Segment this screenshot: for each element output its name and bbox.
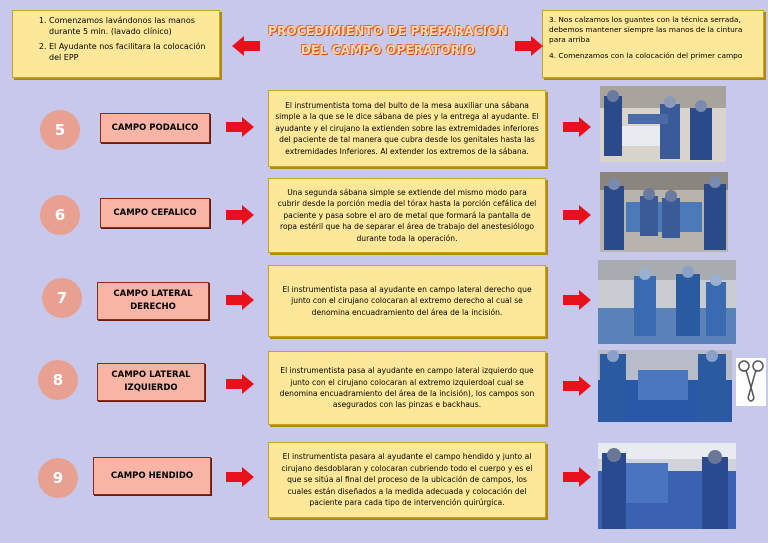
arrow-left-icon	[232, 36, 260, 56]
step-description-5	[268, 90, 546, 167]
step-description-9	[268, 442, 546, 518]
step-label-campo-lateral-izquierdo: CAMPO LATERAL IZQUIERDO	[97, 363, 205, 401]
step-description-text: El instrumentista pasa al ayudante en campo lateral izquierdo que junto con el cirujano colocaran al extremo izquierdoal cual se denomina encuadramiento del área de la incisión), los campos son asegurados con las pinzas e backhaus.	[279, 366, 535, 410]
arrow-right-icon	[563, 376, 591, 396]
step-number-7: 7	[42, 278, 82, 318]
arrow-right-icon	[563, 290, 591, 310]
title-line-1: PROCEDIMIENTO DE PREPARACION	[267, 24, 509, 38]
step-description-6	[268, 178, 546, 253]
arrow-right-icon	[563, 205, 591, 225]
arrow-right-icon	[226, 290, 254, 310]
step-description-7	[268, 265, 546, 337]
step-description-text: El instrumentista toma del bulto de la mesa auxiliar una sábana simple a la que se le dice sábana de pies y la entrega al ayudante. El ayudante y el cirujano la extienden sobre las extremidades inferiores del paciente de tal manera que cubra desde los genitales hasta las extremidades Inferiores. Al extender los extremos de la sábana.	[275, 100, 539, 156]
surgery-photo-8	[598, 350, 732, 422]
arrow-right-icon	[226, 205, 254, 225]
surgery-photo-5	[600, 86, 726, 162]
backhaus-clamp-icon	[736, 358, 766, 406]
surgery-photo-6	[600, 172, 728, 252]
surgery-photo-7	[598, 260, 736, 344]
intro-step-3: 3. Nos calzamos los guantes con la técnica serrada, debemos mantener siempre las manos de la cintura para arriba	[549, 15, 743, 44]
page-title	[262, 22, 514, 60]
arrow-right-icon	[226, 467, 254, 487]
step-description-text: Una segunda sábana simple se extiende del mismo modo para cubrir desde la porción media del tórax hasta la porción cefálica del paciente y pasa sobre el aro de metal que formará la pantalla de ropa estéril que ha de separar el área de trabajo del anestesiólogo durante toda la operación.	[277, 187, 537, 243]
step-label-campo-cefalico: CAMPO CEFALICO	[100, 198, 210, 228]
step-description-8	[268, 351, 546, 425]
intro-step-1: 1. Comenzamos lavándonos las manos durante 5 min. (lavado clínico)	[49, 15, 213, 37]
step-label-campo-hendido: CAMPO HENDIDO	[93, 457, 211, 495]
intro-steps-box	[12, 10, 220, 78]
step-number-5: 5	[40, 110, 80, 150]
step-number-8: 8	[38, 360, 78, 400]
intro-step-4: 4. Comenzamos con la colocación del primer campo	[549, 51, 743, 60]
arrow-right-icon	[515, 36, 543, 56]
surgery-photo-9	[598, 443, 736, 529]
step-label-campo-lateral-derecho: CAMPO LATERAL DERECHO	[97, 282, 209, 320]
intro-steps-box-right	[542, 10, 764, 78]
intro-step-2: 2. El Ayudante nos facilitara la colocación del EPP	[49, 41, 213, 63]
arrow-right-icon	[563, 467, 591, 487]
arrow-right-icon	[226, 374, 254, 394]
title-line-2: DEL CAMPO OPERATORIO	[300, 43, 476, 57]
step-number-9: 9	[38, 458, 78, 498]
arrow-right-icon	[563, 117, 591, 137]
step-description-text: El instrumentista pasa al ayudante en campo lateral derecho que junto con el cirujano colocaran al extremo derecho al cual se denomina encuadramiento del área de la incisión.	[282, 284, 532, 317]
arrow-right-icon	[226, 117, 254, 137]
step-description-text: El instrumentista pasara al ayudante el campo hendido y junto al cirujano desdoblaran y colocaran cubriendo todo el cuerpo y es el que se sitúa al final del proceso de la ubicación de campos, los cuales están diseñados a la medida adecuada y colocación del paciente para cada tipo de intervención quirúrgica.	[281, 452, 533, 508]
step-label-campo-podalico: CAMPO PODALICO	[100, 113, 210, 143]
step-number-6: 6	[40, 195, 80, 235]
